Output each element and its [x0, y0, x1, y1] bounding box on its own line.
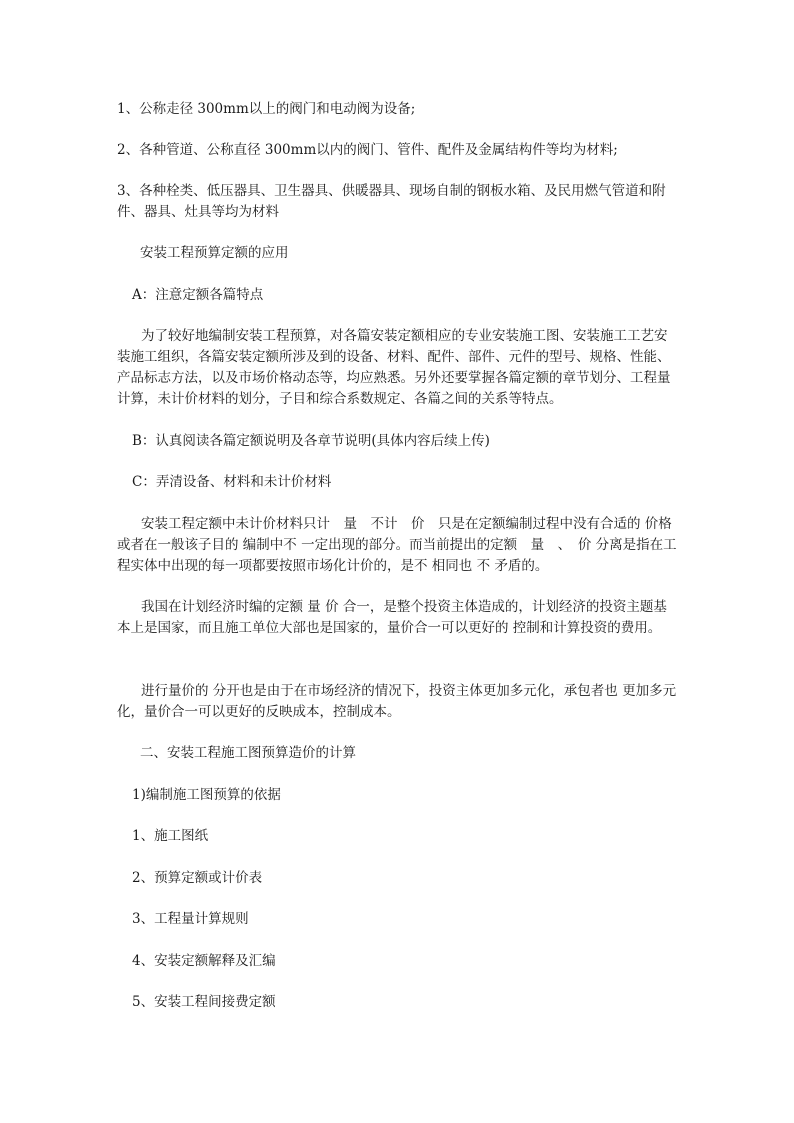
paragraph-planned-economy: 我国在计划经济时编的定额 量 价 合一，是整个投资主体造成的，计划经济的投资主题基本上是国家，而且施工单位大部也是国家的，量价合一可以更好的 控制和计算投资的费用。	[117, 599, 667, 636]
list-item-3: 3、工程量计算规则	[132, 911, 249, 927]
list-item-4: 4、安装定额解释及汇编	[132, 953, 276, 969]
paragraph-3: 3、各种栓类、低压器具、卫生器具、供暖器具、现场自制的钢板水箱、及民用燃气管道和附件、器具、灶具等均为材料	[117, 183, 666, 220]
paragraph-market-economy: 进行量价的 分开也是由于在市场经济的情况下，投资主体更加多元化，承包者也 更加多元化，量价合一可以更好的反映成本，控制成本。	[117, 683, 677, 720]
list-item-5: 5、安装工程间接费定额	[132, 994, 276, 1010]
list-item-2: 2、预算定额或计价表	[132, 870, 263, 886]
section-heading-budget-calculation: 二、安装工程施工图预算造价的计算	[140, 745, 356, 761]
subheading-c: C：弄清设备、材料和未计价材料	[132, 474, 332, 490]
paragraph-1: 1、公称走径 300mm以上的阀门和电动阀为设备;	[117, 101, 416, 117]
paragraph-unpriced-materials: 安装工程定额中未计价材料只计 量 不计 价 只是在定额编制过程中没有合适的 价格或者在一般该子目的 编制中不 一定出现的部分。而当前提出的定额 量 、 价 分离是指在工程实体中出现的每一项都要按照市场化计价的，是不 相同也 不 矛盾的。	[117, 516, 677, 574]
subheading-basis: 1)编制施工图预算的依据	[132, 787, 281, 803]
list-item-1: 1、施工图纸	[132, 828, 209, 844]
section-heading-quota-application: 安装工程预算定额的应用	[140, 245, 289, 261]
subheading-a: A：注意定额各篇特点	[132, 287, 264, 303]
subheading-b: B：认真阅读各篇定额说明及各章节说明(具体内容后续上传)	[132, 433, 490, 449]
paragraph-quota-features: 为了较好地编制安装工程预算，对各篇安装定额相应的专业安装施工图、安装施工工艺安装施工组织，各篇安装定额所涉及到的设备、材料、配件、部件、元件的型号、规格、性能、产品标志方法，以及市场价格动态等，均应熟悉。另外还要掌握各篇定额的章节划分、工程量计算，未计价材料的划分，子目和综合系数规定、各篇之间的关系等特点。	[117, 328, 671, 407]
paragraph-2: 2、各种管道、公称直径 300mm以内的阀门、管件、配件及金属结构件等均为材料;	[117, 142, 618, 158]
